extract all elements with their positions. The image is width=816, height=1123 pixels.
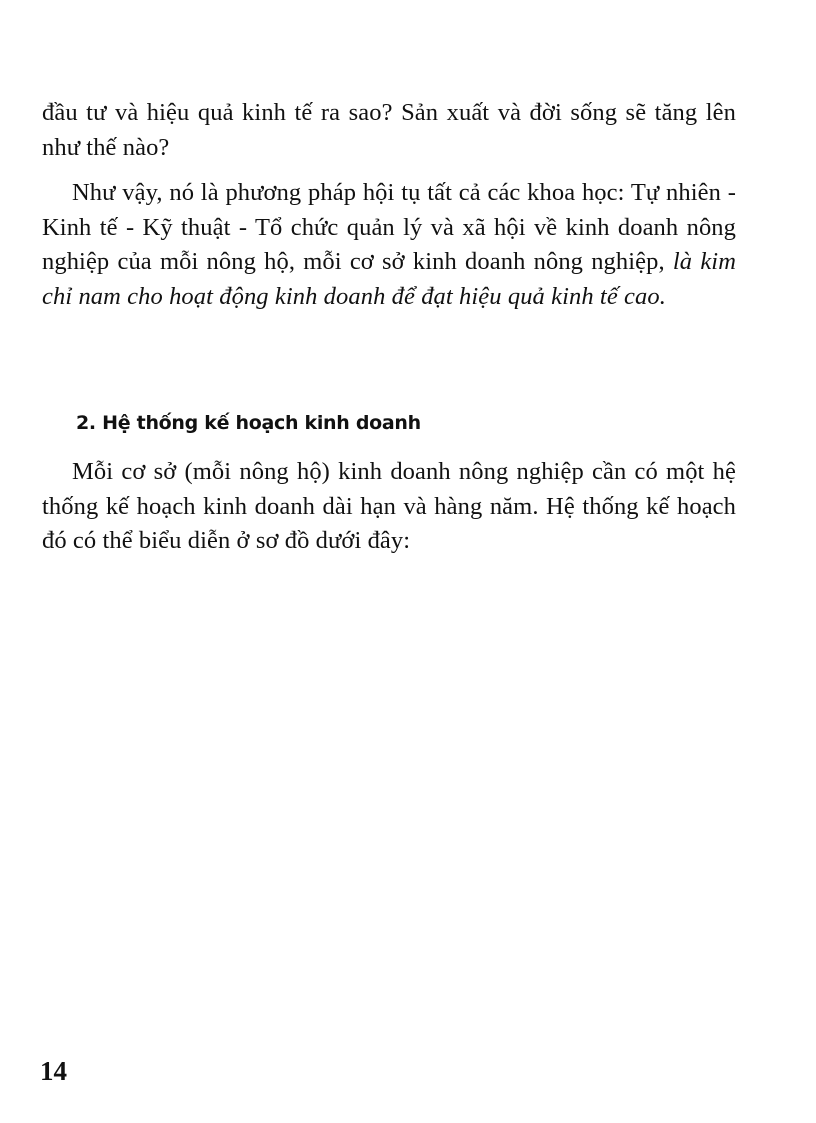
section-heading: 2. Hệ thống kế hoạch kinh doanh	[76, 412, 421, 434]
paragraph-methodology	[42, 176, 736, 314]
paragraph-methodology-italic: là kim chỉ nam cho hoạt động kinh doanh để đạt hiệu quả kinh tế cao.	[42, 248, 737, 310]
paragraph-methodology-text: Như vậy, nó là phương pháp hội tụ tất cả các khoa học: Tự nhiên - Kinh tế - Kỹ thuật - Tổ chức quản lý và xã hội về kinh doanh nông nghiệp của mỗi nông hộ, mỗi cơ sở kinh doanh nông nghiệp,	[42, 179, 736, 275]
paragraph-business-plan: Mỗi cơ sở (mỗi nông hộ) kinh doanh nông nghiệp cần có một hệ thống kế hoạch kinh doanh dài hạn và hàng năm. Hệ thống kế hoạch đó có thể biểu diễn ở sơ đồ dưới đây:	[42, 458, 736, 554]
paragraph-continuation: đầu tư và hiệu quả kinh tế ra sao? Sản xuất và đời sống sẽ tăng lên như thế nào?	[42, 99, 736, 161]
page-number: 14	[40, 1056, 67, 1086]
